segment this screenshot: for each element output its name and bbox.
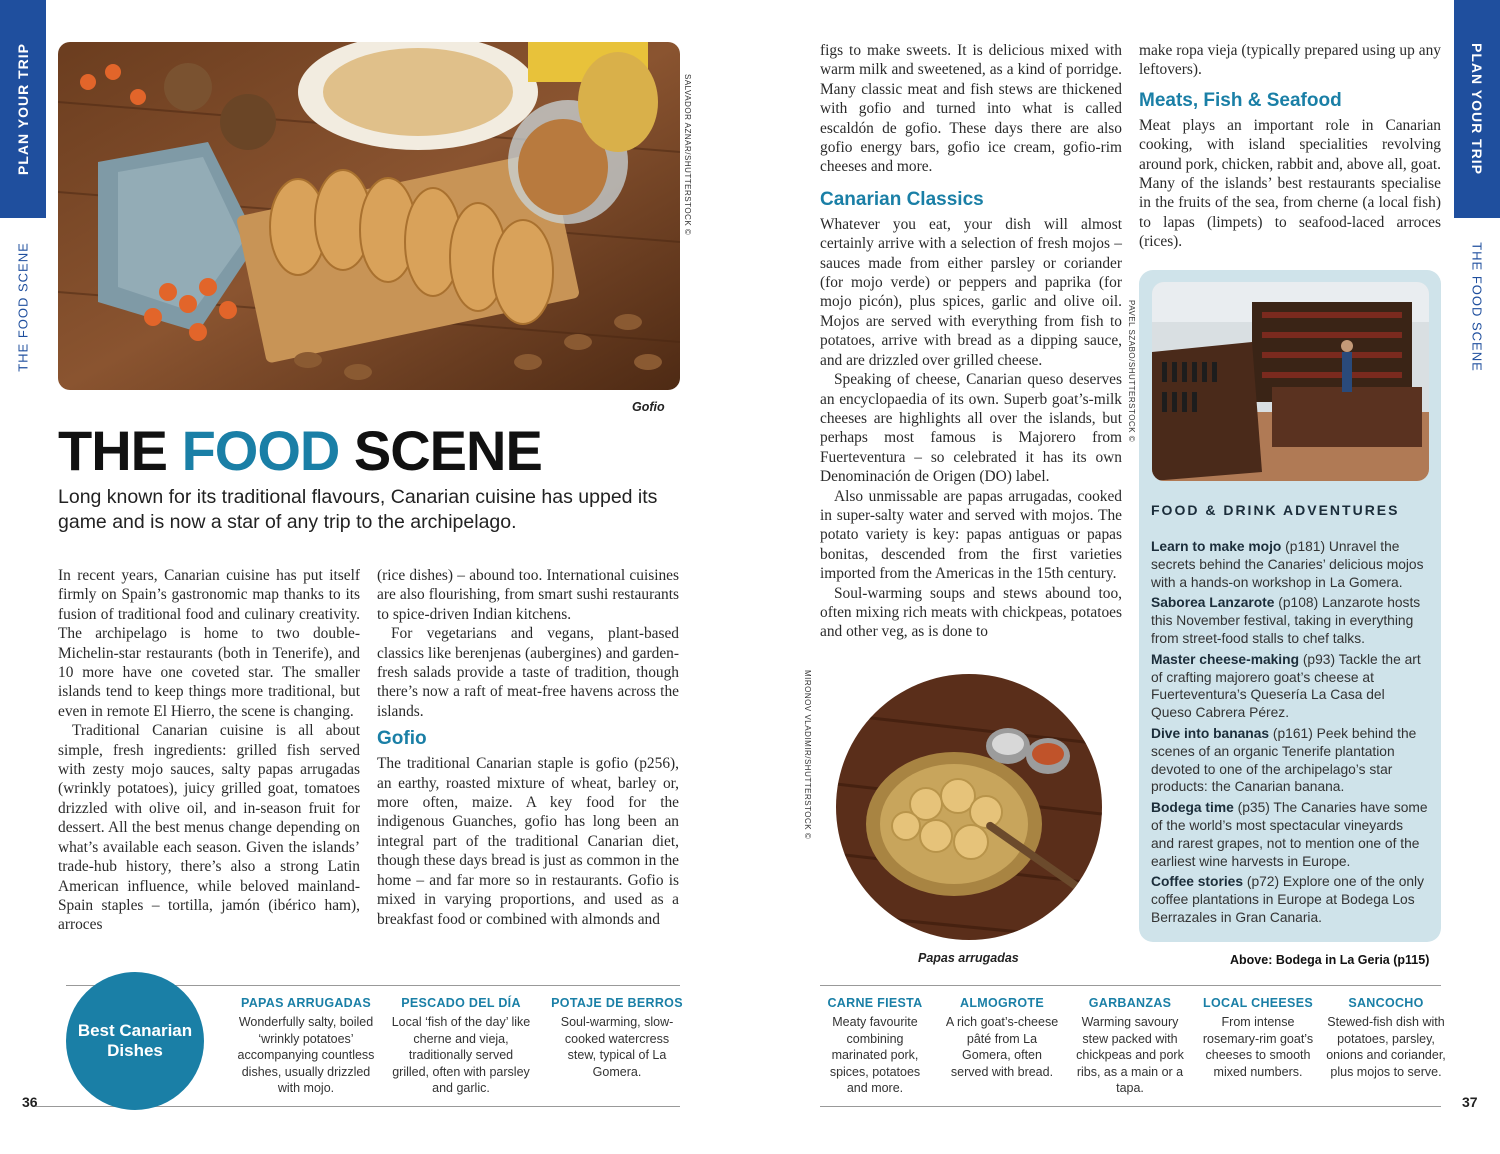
meats-heading: Meats, Fish & Seafood <box>1139 89 1342 111</box>
dish-papas-arrugadas: PAPAS ARRUGADAS Wonderfully salty, boiled ‘wrinkly potatoes’ accompanying countless dishes, usually drizzled with mojo. <box>237 996 375 1096</box>
papas-illustration <box>836 674 1102 940</box>
page-title: THE FOOD SCENE <box>58 419 542 482</box>
section-label-right <box>1454 222 1500 392</box>
adventure-item: Learn to make mojo (p181) Unravel the secrets behind the Canaries’ delicious mojos with a hands-on workshop in La Gomera. <box>1151 539 1424 590</box>
gofio-illustration <box>58 42 680 390</box>
body-column-1: In recent years, Canarian cuisine has put itself firmly on Spain’s gastronomic map thanks to its fusion of traditional food and culinary creativity. The archipelago is home to two double-Michelin-star restaurants (both in Tenerife), and 10 more have one coveted star. The smaller islands tend to keep things more traditional, but even in remote El Hierro, the scene is changing. Traditional Canarian cuisine is all about simple, fresh ingredients: grilled fish served with zesty mojo sauces, salty papas arrugadas (wrinkly potatoes), juicy grilled goat, tomatoes drizzled with olive oil, and in-season fruit for dessert. All the best menus change depending on what’s available each season. Given the islands’ trade-hub history, there’s also a strong Latin American influence, while beloved mainland-Spain staples – tortilla, jamón (ibérico ham), arroces <box>58 567 360 934</box>
dishes-bottom-rule-right <box>820 1106 1441 1107</box>
dish-pescado-del-dia: PESCADO DEL DÍA Local ‘fish of the day’ like cherne and vieja, traditionally served grilled, often with parsley and garlic. <box>391 996 531 1096</box>
gofio-heading: Gofio <box>377 728 427 750</box>
bodega-illustration <box>1152 282 1429 481</box>
dish-local-cheeses: LOCAL CHEESES From intense rosemary-rim goat’s cheeses to smooth mixed numbers. <box>1202 996 1314 1079</box>
adventures-title: FOOD & DRINK ADVENTURES <box>1151 502 1400 518</box>
best-dishes-badge: Best Canarian Dishes <box>66 972 204 1110</box>
body-column-3: figs to make sweets. It is delicious mixed with warm milk and sweetened, as a kind of porridge. Many classic meat and fish stews are thickened with gofio and turned into what is called escaldón de gofio. These days there are also gofio energy bars, gofio ice cream, gofio-rim cheeses and more. Canarian Classics Whatever you eat, your dish will almost certainly arrive with a selection of fresh mojos – sauces made from either parsley or coriander (for mojo verde) or peppers and paprika (for mojo picón), plus spices, garlic and olive oil. Mojos are served with everything from fish to potatoes, arrive with bread as a dipping sauce, and are drizzled over grilled cheese. Speaking of cheese, Canarian queso deserves an encyclopaedia of its own. Superb goat’s-milk cheeses are highlights all over the islands, but perhaps most famous is Majorero from Fuerteventura – so celebrated it has its own Denominación de Origen (DO) label. Also unmissable are papas arrugadas, cooked in super-salty water and served with mojos. The potato variety is key: papas antiguas or papas bonitas, descended from the first varieties imported from the Americas in the 15th century. Soul-warming soups and stews abound too, often mixing rich meats with chickpeas, potatoes and other veg, as is done to <box>820 42 1122 641</box>
page-number-left: 36 <box>22 1094 38 1110</box>
plan-your-trip-tab-right <box>1454 0 1500 218</box>
adventure-item: Master cheese-making (p93) Tackle the art of crafting majorero goat’s cheese at Fuerteventura’s Quesería La Casa del Queso Cabrera Pérez. <box>1151 651 1421 721</box>
gofio-caption: Gofio <box>632 400 665 414</box>
canarian-classics-heading: Canarian Classics <box>820 188 984 210</box>
dish-almogrote: ALMOGROTE A rich goat’s-cheese pâté from La Gomera, often served with bread. <box>945 996 1059 1079</box>
bodega-caption: Above: Bodega in La Geria (p115) <box>1230 953 1430 967</box>
page-number-right: 37 <box>1462 1094 1478 1110</box>
adventures-list <box>1151 538 1429 930</box>
adventure-item: Coffee stories (p72) Explore one of the only coffee plantations in Europe at Bodega Los Berrazales in Gran Canaria. <box>1151 874 1425 925</box>
gofio-photo <box>58 42 680 390</box>
bodega-photo-credit: PAVEL SZABO/SHUTTERSTOCK © <box>1127 300 1136 443</box>
papas-photo-credit: MIRONOV VLADIMIR/SHUTTERSTOCK © <box>803 670 812 840</box>
adventure-item: Bodega time (p35) The Canaries have some of the world’s most spectacular vineyards and rarest grapes, not to mention one of the earliest wine harvests in Europe. <box>1151 800 1428 869</box>
dishes-top-rule-right <box>820 985 1441 986</box>
food-scene-label: THE FOOD SCENE <box>1469 242 1485 372</box>
dish-carne-fiesta: CARNE FIESTA Meaty favourite combining marinated pork, spices, potatoes and more. <box>827 996 923 1096</box>
papas-caption: Papas arrugadas <box>918 951 1019 965</box>
dish-garbanzas: GARBANZAS Warming savoury stew packed with chickpeas and pork ribs, as a main or a tapa. <box>1076 996 1184 1096</box>
body-column-2: (rice dishes) – abound too. International cuisines are also flourishing, from smart sushi restaurants to spice-driven Indian kitchens. For vegetarians and vegans, plant-based classics like berenjenas (aubergines) and garden-fresh salads provide a taste of tradition, though there’s now a raft of meat-free havens across the islands. Gofio The traditional Canarian staple is gofio (p256), an earthy, roasted mixture of wheat, barley or, more often, maize. A key food for the indigenous Guanches, gofio has long been an integral part of the traditional Canarian diet, though these days bread is just as common in the home – and far more so in restaurants. Gofio is mixed in varying proportions, and used as a breakfast food or combined with almonds and <box>377 567 679 928</box>
plan-your-trip-tab-left <box>0 0 46 218</box>
bodega-photo <box>1152 282 1429 481</box>
adventure-item: Dive into bananas (p161) Peek behind the scenes of an organic Tenerife plantation devoted to one of the archipelago’s star products: the Canarian banana. <box>1151 725 1417 795</box>
section-label-left <box>0 222 46 392</box>
dish-sancocho: SANCOCHO Stewed-fish dish with potatoes, parsley, onions and coriander, plus mojos to serve. <box>1326 996 1446 1079</box>
plan-your-trip-label: PLAN YOUR TRIP <box>1469 43 1485 175</box>
adventure-item: Saborea Lanzarote (p108) Lanzarote hosts this November festival, taking in everything from street-food stalls to chef talks. <box>1151 595 1421 646</box>
lede: Long known for its traditional flavours, Canarian cuisine has upped its game and is now a star of any trip to the archipelago. <box>58 486 658 533</box>
gofio-photo-credit: SALVADOR AZNAR/SHUTTERSTOCK © <box>683 74 692 236</box>
papas-photo <box>836 674 1102 940</box>
body-column-4: make ropa vieja (typically prepared using up any leftovers). Meats, Fish & Seafood Meat plays an important role in Canarian cooking, with island specialities revolving around pork, chicken, rabbit and, above all, goat. Many of the islands’ best restaurants specialise in the fruits of the sea, from cherne (a local fish) to lapas (limpets) to seafood-laced arroces (rices). <box>1139 42 1441 251</box>
food-scene-label: THE FOOD SCENE <box>15 242 31 372</box>
dish-potaje-de-berros: POTAJE DE BERROS Soul-warming, slow-cooked watercress stew, typical of La Gomera. <box>551 996 683 1079</box>
plan-your-trip-label: PLAN YOUR TRIP <box>15 43 31 175</box>
